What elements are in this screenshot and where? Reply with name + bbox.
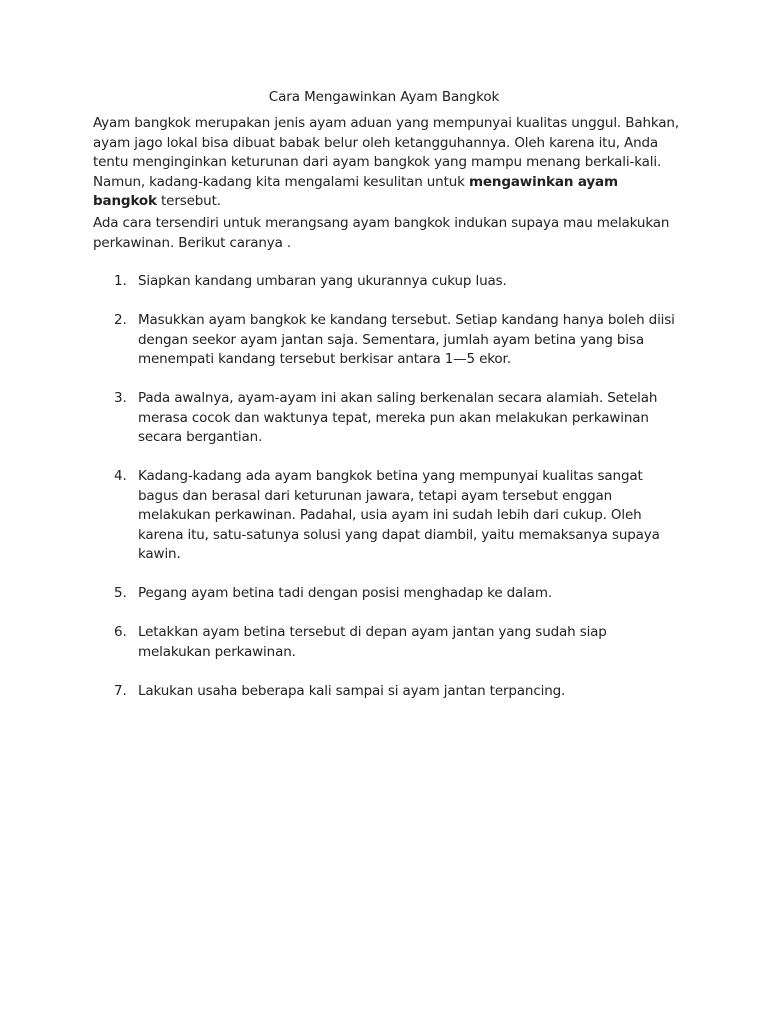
intro-paragraph-1-bold: mengawinkan ayam bangkok xyxy=(93,173,618,209)
steps-list xyxy=(93,272,683,721)
list-item xyxy=(93,467,683,565)
document-title: Cara Mengawinkan Ayam Bangkok xyxy=(268,89,500,105)
list-item xyxy=(93,682,683,702)
list-item-number: 3. xyxy=(114,390,127,406)
intro-paragraph-1-text: Ayam bangkok merupakan jenis ayam aduan yang mempunyai kualitas unggul. Bahkan, ayam jago lokal bisa dibuat babak belur oleh ketangguhannya. Oleh karena itu, Anda tentu menginginkan keturunan dari ayam bangkok yang mampu menang berkali-kali. Namun, kadang-kadang kita mengalami kesulitan untuk xyxy=(93,115,679,190)
intro-paragraph-2: Ada cara tersendiri untuk merangsang ayam bangkok indukan supaya mau melakukan perkawinan. Berikut caranya . xyxy=(93,215,670,251)
list-item-number: 6. xyxy=(114,624,127,640)
list-item-text: Lakukan usaha beberapa kali sampai si ayam jantan terpancing. xyxy=(138,682,566,699)
list-item-text: Kadang-kadang ada ayam bangkok betina yang mempunyai kualitas sangat bagus dan berasal dari keturunan jawara, tetapi ayam tersebut enggan melakukan perkawinan. Padahal, usia ayam ini sudah lebih dari cukup. Oleh karena itu, satu-satunya solusi yang dapat diambil, yaitu memaksanya supaya kawin. xyxy=(138,468,660,562)
list-item-number: 7. xyxy=(114,682,127,699)
list-item xyxy=(93,311,683,370)
list-item xyxy=(93,389,683,448)
intro-paragraph-1-tail: tersebut. xyxy=(156,193,221,209)
list-item-text: Pegang ayam betina tadi dengan posisi menghadap ke dalam. xyxy=(138,585,553,601)
list-item-text: Siapkan kandang umbaran yang ukurannya cukup luas. xyxy=(138,273,507,289)
list-item-number: 2. xyxy=(114,312,127,328)
list-item-text: Masukkan ayam bangkok ke kandang tersebut. Setiap kandang hanya boleh diisi dengan seekor ayam jantan saja. Sementara, jumlah ayam betina yang bisa menempati kandang tersebut berkisar antara 1—5 ekor. xyxy=(138,312,675,367)
list-item xyxy=(93,272,683,292)
list-item-number: 4. xyxy=(114,468,127,484)
list-item-text: Letakkan ayam betina tersebut di depan ayam jantan yang sudah siap melakukan perkawinan. xyxy=(138,624,607,660)
intro-paragraph-1 xyxy=(93,114,683,212)
list-item-number: 5. xyxy=(114,585,127,601)
list-item-number: 1. xyxy=(114,273,127,289)
list-item xyxy=(93,623,683,662)
list-item-text: Pada awalnya, ayam-ayam ini akan saling berkenalan secara alamiah. Setelah merasa cocok dan waktunya tepat, mereka pun akan melakukan perkawinan secara bergantian. xyxy=(138,390,658,445)
list-item xyxy=(93,584,683,604)
